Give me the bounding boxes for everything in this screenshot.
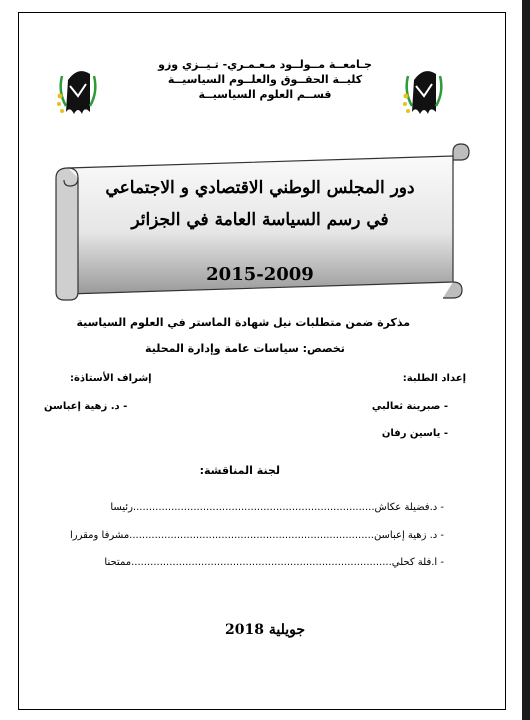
supervisor-name: - د. زهية إعباسن [44,401,128,412]
student-name: - ياسين رفان [381,428,448,439]
memo-statement: مذكرة ضمن متطلبات نيل شهادة الماستر في العلوم السياسية [76,316,410,329]
university-logo-left [54,66,102,124]
title-years: 2015-2009 [206,264,314,285]
committee-member-role: رئيسا [110,502,133,513]
university-header [110,57,420,102]
students-heading: إعداد الطلبة: [402,373,466,384]
committee-member-name: - أ.فلة كحلي [391,557,444,568]
committee-member-role: ممتحنا [104,557,132,568]
title-line-2: في رسم السياسة العامة في الجزائر [131,210,389,230]
window-edge [522,0,530,720]
faculty-name: كليــة الحقــوق والعلــوم السياسيــة [167,73,363,86]
committee-member-row: - أ.فلة كحلي..................................................................................ممتحنا [104,557,444,568]
submission-date: جويلية 2018 [225,622,305,638]
department-name: قســم العلوم السياسيــة [198,88,332,101]
committee-member-row: - د. زهية إعباسن.............................................................................مشرفا ومقررا [70,530,444,541]
committee-member-name: - د.فضيلة عكاش [374,502,444,513]
university-name: جـامعــة مــولــود مـعـمـري- تـيــزي وزو [158,58,372,71]
supervisor-heading: إشراف الأستاذة: [70,373,152,384]
committee-member-role: مشرفا ومقررا [70,530,130,541]
specialty: تخصص: سياسات عامة وإدارة المحلية [145,342,345,355]
committee-member-row: - د.فضيلة عكاش............................................................................رئيسا [110,502,444,513]
committee-heading: لجنة المناقشة: [199,464,280,477]
committee-member-name: - د. زهية إعباسن [373,530,444,541]
title-line-1: دور المجلس الوطني الاقتصادي و الاجتماعي [105,178,415,198]
student-name: - صبرينة ثعالبي [371,401,448,412]
